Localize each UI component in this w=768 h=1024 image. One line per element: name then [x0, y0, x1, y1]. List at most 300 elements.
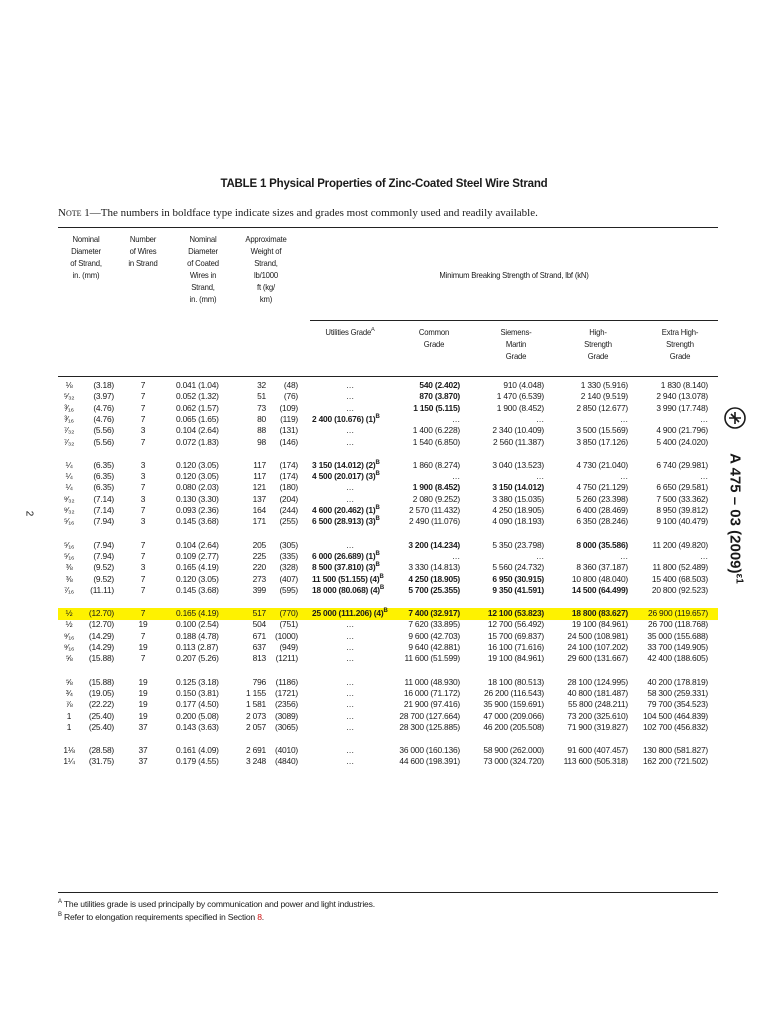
- cell-utilities-value: …: [345, 687, 355, 698]
- cell-extra-high-value: 102 700 (456.832): [642, 721, 708, 732]
- cell-weight-lb-value: 32: [257, 380, 266, 390]
- cell-siemens: [478, 551, 544, 562]
- cell-extra-high-value: …: [699, 413, 708, 424]
- cell-extra-high: [642, 562, 708, 573]
- cell-siemens: [478, 494, 544, 505]
- cell-high: [560, 631, 628, 642]
- table-row: [0, 642, 768, 653]
- cell-diameter-in: [58, 460, 80, 471]
- cell-weight-kg-value: (119): [280, 413, 298, 424]
- cell-diameter-mm-value: (15.88): [88, 653, 114, 664]
- cell-wires-value: 3: [140, 493, 146, 504]
- cell-utilities: [312, 688, 388, 699]
- cell-diameter-mm: [82, 380, 114, 391]
- cell-weight-kg: [268, 756, 298, 767]
- cell-common-value: 7 620 (33.895): [408, 619, 460, 630]
- cell-wires-value: 37: [138, 721, 148, 732]
- cell-diameter-in-value: ⁵⁄₁₆: [63, 550, 75, 561]
- cell-utilities: [312, 619, 388, 630]
- cell-utilities: [312, 642, 388, 653]
- cell-weight-lb: [246, 403, 266, 414]
- cell-common-value: 540 (2.402): [419, 380, 460, 390]
- cell-siemens-value: 12 100 (53.823): [487, 608, 544, 619]
- cell-high: [560, 516, 628, 527]
- cell-coated-diameter: [176, 642, 236, 653]
- cell-extra-high: [642, 391, 708, 402]
- cell-high: [560, 414, 628, 425]
- cell-diameter-mm: [82, 711, 114, 722]
- cell-extra-high: [642, 437, 708, 448]
- cell-extra-high: [642, 585, 708, 596]
- cell-utilities-value: …: [345, 676, 355, 687]
- cell-common-value: …: [451, 413, 460, 424]
- cell-wires: [118, 631, 168, 642]
- cell-siemens: [478, 391, 544, 402]
- cell-extra-high: [642, 745, 708, 756]
- table-row: [0, 585, 768, 596]
- cell-extra-high-value: 130 800 (581.827): [642, 745, 708, 756]
- cell-siemens-value: 15 700 (69.837): [487, 630, 544, 641]
- cell-diameter-mm: [82, 653, 114, 664]
- cell-extra-high: [642, 711, 708, 722]
- cell-diameter-mm-value: (5.56): [93, 436, 114, 447]
- header-weight: Approximate Weight of Strand, lb/1000 ft (kg/ km): [245, 234, 287, 304]
- cell-wires: [118, 505, 168, 516]
- cell-utilities-value: …: [345, 721, 355, 732]
- cell-siemens-value: …: [535, 471, 544, 482]
- cell-weight-lb: [246, 722, 266, 733]
- cell-siemens: [478, 574, 544, 585]
- cell-weight-kg-value: (180): [279, 482, 298, 493]
- cell-siemens: [478, 722, 544, 733]
- table-bottom-rule: [58, 892, 718, 893]
- table-row: [0, 494, 768, 505]
- cell-weight-kg-value: (4840): [274, 756, 298, 767]
- table-row: [0, 688, 768, 699]
- table-row: [0, 619, 768, 630]
- cell-wires-value: 19: [138, 687, 148, 698]
- cell-weight-kg-value: (3089): [274, 710, 298, 721]
- cell-wires: [118, 585, 168, 596]
- cell-common-value: 2 080 (9.252): [412, 493, 460, 504]
- cell-common-value: 1 860 (8.274): [412, 459, 460, 470]
- cell-wires-value: 19: [138, 699, 148, 710]
- cell-coated-diameter-value: 0.065 (1.65): [176, 413, 219, 424]
- cell-coated-diameter: [176, 403, 236, 414]
- cell-diameter-mm: [82, 585, 114, 596]
- cell-high-value: 28 100 (124.995): [567, 676, 628, 687]
- cell-siemens-value: 12 700 (56.492): [487, 619, 544, 630]
- table-header: [0, 228, 768, 378]
- table-row: [0, 745, 768, 756]
- cell-high-value: 10 800 (48.040): [571, 573, 628, 584]
- note-text: —The numbers in boldface type indicate sizes and grades most commonly used and readily available.: [89, 207, 538, 219]
- footnote-a: [58, 898, 718, 911]
- cell-extra-high: [642, 642, 708, 653]
- cell-high: [560, 722, 628, 733]
- cell-common: [398, 756, 460, 767]
- cell-coated-diameter-value: 0.165 (4.19): [176, 562, 219, 573]
- cell-wires-value: 37: [138, 756, 148, 767]
- cell-utilities: [312, 437, 388, 448]
- cell-utilities-value: …: [345, 425, 355, 436]
- cell-siemens: [478, 471, 544, 482]
- section-link[interactable]: 8: [257, 912, 262, 922]
- cell-coated-diameter-value: 0.150 (3.81): [176, 687, 219, 698]
- table-row: [0, 574, 768, 585]
- cell-common-value: …: [451, 550, 460, 561]
- cell-extra-high: [642, 722, 708, 733]
- cell-diameter-mm-value: (3.18): [93, 380, 114, 390]
- cell-diameter-mm-value: (7.94): [93, 516, 114, 527]
- cell-diameter-in-value: ⁹⁄₃₂: [63, 493, 75, 504]
- cell-siemens-value: …: [535, 413, 544, 424]
- cell-utilities-value: …: [345, 539, 355, 550]
- cell-diameter-mm: [82, 391, 114, 402]
- cell-siemens: [478, 414, 544, 425]
- cell-diameter-in: [58, 699, 80, 710]
- cell-diameter-in: [58, 414, 80, 425]
- cell-diameter-in-value: 1¼: [63, 756, 75, 767]
- cell-weight-kg-value: (204): [279, 493, 298, 504]
- cell-weight-lb-value: 137: [252, 493, 266, 504]
- footnote-a-text: The utilities grade is used principally by communication and power and light industries.: [63, 899, 375, 909]
- cell-weight-lb-value: 117: [253, 471, 266, 482]
- cell-coated-diameter-value: 0.125 (3.18): [176, 676, 219, 687]
- cell-extra-high: [642, 699, 708, 710]
- cell-siemens: [478, 631, 544, 642]
- cell-extra-high-value: 2 940 (13.078): [656, 391, 708, 402]
- cell-extra-high: [642, 460, 708, 471]
- cell-diameter-in: [58, 562, 80, 573]
- cell-coated-diameter: [176, 653, 236, 664]
- cell-weight-lb: [246, 653, 266, 664]
- table-row: [0, 756, 768, 767]
- cell-common: [398, 471, 460, 482]
- table-row: [0, 471, 768, 482]
- cell-weight-lb: [246, 585, 266, 596]
- cell-weight-lb: [246, 494, 266, 505]
- cell-diameter-in: [58, 391, 80, 402]
- cell-siemens-value: 47 000 (209.066): [483, 710, 544, 721]
- cell-coated-diameter: [176, 688, 236, 699]
- cell-diameter-in-value: ⁵⁄₁₆: [63, 516, 75, 527]
- cell-weight-lb-value: 73: [257, 402, 266, 413]
- header-siemens: Siemens- Martin Grade: [500, 327, 532, 361]
- cell-siemens: [478, 505, 544, 516]
- cell-extra-high: [642, 574, 708, 585]
- cell-common: [398, 619, 460, 630]
- cell-diameter-in: [58, 711, 80, 722]
- cell-high: [560, 494, 628, 505]
- cell-siemens: [478, 437, 544, 448]
- cell-weight-lb: [246, 414, 266, 425]
- cell-diameter-in-value: ³⁄₁₆: [64, 413, 74, 424]
- cell-weight-kg: [268, 425, 298, 436]
- cell-weight-kg: [268, 608, 298, 619]
- cell-weight-kg-value: (2356): [274, 699, 298, 710]
- cell-diameter-in-value: 1⅛: [63, 745, 75, 756]
- cell-common-value: 5 700 (25.355): [408, 584, 460, 595]
- table-row: [0, 505, 768, 516]
- cell-weight-kg: [268, 653, 298, 664]
- cell-utilities: [312, 653, 388, 664]
- cell-diameter-mm-value: (7.14): [93, 505, 114, 515]
- cell-weight-kg-value: (131): [279, 425, 298, 436]
- cell-common: [398, 585, 460, 596]
- cell-coated-diameter: [176, 574, 236, 585]
- cell-extra-high-value: 6 650 (29.581): [656, 482, 708, 493]
- cell-coated-diameter-value: 0.100 (2.54): [176, 619, 219, 630]
- cell-siemens-value: 9 350 (41.591): [492, 584, 544, 595]
- cell-utilities: [312, 425, 388, 436]
- cell-high: [560, 688, 628, 699]
- cell-utilities: [312, 380, 388, 391]
- cell-common: [398, 540, 460, 551]
- cell-utilities: [312, 391, 388, 402]
- cell-diameter-mm: [82, 631, 114, 642]
- cell-weight-kg-value: (335): [279, 550, 298, 561]
- cell-common: [398, 414, 460, 425]
- cell-coated-diameter: [176, 745, 236, 756]
- cell-weight-kg: [268, 711, 298, 722]
- cell-weight-kg-value: (407): [279, 573, 298, 584]
- cell-weight-kg: [268, 699, 298, 710]
- cell-high-value: 113 600 (505.318): [563, 756, 628, 767]
- cell-utilities: [312, 414, 388, 425]
- cell-coated-diameter: [176, 562, 236, 573]
- cell-weight-kg: [268, 631, 298, 642]
- cell-weight-kg: [268, 574, 298, 585]
- cell-weight-lb: [246, 756, 266, 767]
- cell-utilities-value: …: [345, 756, 355, 767]
- cell-common-value: 11 000 (48.930): [404, 676, 460, 687]
- cell-common: [398, 460, 460, 471]
- cell-weight-lb-value: 2 057: [246, 721, 266, 732]
- cell-high-value: 2 140 (9.519): [580, 391, 628, 402]
- cell-weight-lb: [246, 562, 266, 573]
- cell-siemens-value: 58 900 (262.000): [483, 745, 544, 756]
- cell-siemens: [478, 642, 544, 653]
- cell-coated-diameter: [176, 437, 236, 448]
- cell-common: [398, 425, 460, 436]
- cell-siemens: [478, 608, 544, 619]
- cell-coated-diameter-value: 0.120 (3.05): [176, 471, 219, 482]
- cell-wires: [118, 460, 168, 471]
- cell-utilities-value: 8 500 (37.810) (3): [312, 562, 376, 573]
- cell-common: [398, 403, 460, 414]
- cell-diameter-mm-value: (3.97): [93, 391, 114, 402]
- cell-wires: [118, 471, 168, 482]
- cell-weight-lb-value: 637: [252, 642, 266, 652]
- cell-extra-high: [642, 540, 708, 551]
- cell-coated-diameter-value: 0.145 (3.68): [176, 516, 219, 527]
- cell-diameter-in-value: ⅞: [65, 699, 73, 710]
- cell-diameter-in: [58, 403, 80, 414]
- table-row: [0, 414, 768, 425]
- cell-utilities: [312, 516, 388, 527]
- cell-coated-diameter: [176, 505, 236, 516]
- cell-weight-kg-value: (1721): [274, 687, 298, 698]
- cell-diameter-mm: [82, 619, 114, 630]
- cell-wires: [118, 574, 168, 585]
- cell-wires: [118, 619, 168, 630]
- elongation-sup: B: [375, 414, 380, 421]
- cell-wires: [118, 608, 168, 619]
- cell-diameter-in: [58, 494, 80, 505]
- table-row: [0, 380, 768, 391]
- cell-coated-diameter-value: 0.093 (2.36): [176, 505, 219, 515]
- cell-high: [560, 745, 628, 756]
- cell-utilities-value: …: [345, 482, 355, 493]
- cell-weight-kg-value: (4010): [274, 745, 298, 756]
- cell-utilities: [312, 551, 388, 562]
- cell-diameter-mm: [82, 425, 114, 436]
- cell-diameter-in: [58, 585, 80, 596]
- cell-high-value: 18 800 (83.627): [571, 608, 628, 619]
- table-row: [0, 540, 768, 551]
- cell-siemens: [478, 425, 544, 436]
- cell-wires-value: 7: [140, 380, 146, 390]
- cell-extra-high: [642, 425, 708, 436]
- cell-high-value: 3 500 (15.569): [576, 425, 628, 436]
- cell-common-value: 44 600 (198.391): [399, 756, 460, 767]
- cell-coated-diameter-value: 0.145 (3.68): [176, 584, 219, 595]
- cell-common: [398, 688, 460, 699]
- cell-weight-kg-value: (305): [279, 539, 298, 550]
- header-utilities-label: Utilities Grade: [325, 327, 372, 337]
- cell-wires-value: 19: [138, 619, 148, 630]
- cell-diameter-mm-value: (14.29): [88, 642, 114, 652]
- cell-extra-high-value: 20 800 (92.523): [651, 584, 708, 595]
- cell-high-value: …: [619, 413, 628, 424]
- cell-extra-high: [642, 482, 708, 493]
- cell-extra-high: [642, 608, 708, 619]
- cell-weight-kg: [268, 471, 298, 482]
- cell-coated-diameter-value: 0.109 (2.77): [176, 550, 219, 561]
- cell-weight-lb: [246, 460, 266, 471]
- cell-weight-lb-value: 671: [252, 630, 266, 641]
- cell-utilities: [312, 631, 388, 642]
- cell-diameter-mm-value: (7.14): [93, 493, 114, 504]
- cell-common-value: …: [451, 471, 460, 482]
- cell-weight-lb-value: 164: [252, 505, 266, 515]
- cell-siemens: [478, 516, 544, 527]
- table-note: [58, 207, 718, 219]
- table-row: [0, 437, 768, 448]
- cell-extra-high: [642, 688, 708, 699]
- cell-common-value: 1 540 (6.850): [412, 436, 460, 447]
- cell-siemens-value: 1 900 (8.452): [496, 402, 544, 413]
- cell-coated-diameter-value: 0.080 (2.03): [176, 482, 219, 493]
- cell-coated-diameter-value: 0.188 (4.78): [176, 630, 219, 641]
- cell-siemens: [478, 711, 544, 722]
- cell-coated-diameter-value: 0.072 (1.83): [176, 436, 219, 447]
- cell-weight-kg-value: (174): [279, 459, 298, 470]
- cell-siemens-value: 3 380 (15.035): [492, 493, 544, 504]
- cell-high-value: …: [619, 471, 628, 482]
- cell-utilities: [312, 460, 388, 471]
- cell-coated-diameter: [176, 380, 236, 391]
- cell-diameter-in-value: ⁵⁄₃₂: [63, 391, 75, 402]
- header-common: Common Grade: [418, 327, 450, 349]
- cell-siemens-value: 1 470 (6.539): [496, 391, 544, 402]
- cell-coated-diameter-value: 0.120 (3.05): [176, 573, 219, 584]
- cell-siemens-value: 5 350 (23.798): [492, 539, 544, 550]
- cell-coated-diameter-value: 0.161 (4.09): [176, 745, 219, 756]
- cell-common-value: 2 490 (11.076): [408, 516, 460, 527]
- cell-high: [560, 562, 628, 573]
- header-utilities-sup: A: [371, 327, 375, 334]
- cell-coated-diameter-value: 0.041 (1.04): [176, 380, 219, 390]
- cell-coated-diameter: [176, 756, 236, 767]
- cell-wires: [118, 551, 168, 562]
- cell-utilities-value: …: [345, 653, 355, 664]
- cell-weight-lb-value: 504: [252, 619, 266, 630]
- cell-weight-kg: [268, 403, 298, 414]
- cell-diameter-in-value: ³⁄₁₆: [64, 402, 74, 413]
- cell-diameter-in-value: ¾: [65, 687, 73, 698]
- cell-diameter-mm-value: (25.40): [88, 710, 114, 721]
- designation-sup: ε1: [733, 573, 745, 584]
- cell-diameter-mm: [82, 540, 114, 551]
- cell-weight-lb: [246, 574, 266, 585]
- cell-weight-lb: [246, 482, 266, 493]
- cell-diameter-in: [58, 425, 80, 436]
- cell-weight-kg: [268, 482, 298, 493]
- footnotes: [58, 898, 718, 924]
- cell-diameter-mm: [82, 516, 114, 527]
- cell-utilities-value: …: [345, 619, 355, 630]
- cell-wires-value: 7: [140, 550, 146, 561]
- cell-high: [560, 711, 628, 722]
- cell-weight-kg-value: (48): [283, 380, 298, 390]
- cell-diameter-mm: [82, 562, 114, 573]
- table-row: [0, 711, 768, 722]
- cell-wires-value: 3: [140, 425, 146, 436]
- cell-wires: [118, 494, 168, 505]
- header-wires: Number of Wires in Strand: [128, 234, 158, 268]
- cell-diameter-in: [58, 516, 80, 527]
- header-utilities: [313, 326, 387, 338]
- cell-diameter-mm-value: (31.75): [88, 756, 114, 767]
- cell-wires-value: 3: [140, 459, 146, 470]
- cell-diameter-in-value: ⅝: [65, 653, 73, 664]
- cell-weight-kg-value: (1211): [275, 653, 298, 664]
- cell-diameter-mm-value: (4.76): [93, 402, 114, 413]
- cell-common: [398, 380, 460, 391]
- cell-siemens: [478, 688, 544, 699]
- cell-high: [560, 574, 628, 585]
- table-row: [0, 677, 768, 688]
- cell-siemens: [478, 745, 544, 756]
- cell-wires: [118, 562, 168, 573]
- header-coated-diameter: Nominal Diameter of Coated Wires in Strand, in. (mm): [187, 234, 219, 304]
- cell-coated-diameter: [176, 722, 236, 733]
- cell-weight-kg: [268, 391, 298, 402]
- cell-high: [560, 677, 628, 688]
- cell-high: [560, 756, 628, 767]
- cell-extra-high-value: 104 500 (464.839): [642, 710, 708, 721]
- cell-siemens-value: 18 100 (80.513): [487, 676, 544, 687]
- table-row: [0, 403, 768, 414]
- cell-diameter-in: [58, 677, 80, 688]
- cell-common: [398, 677, 460, 688]
- cell-weight-lb-value: 88: [257, 425, 266, 436]
- cell-diameter-in: [58, 608, 80, 619]
- cell-utilities: [312, 494, 388, 505]
- cell-high: [560, 653, 628, 664]
